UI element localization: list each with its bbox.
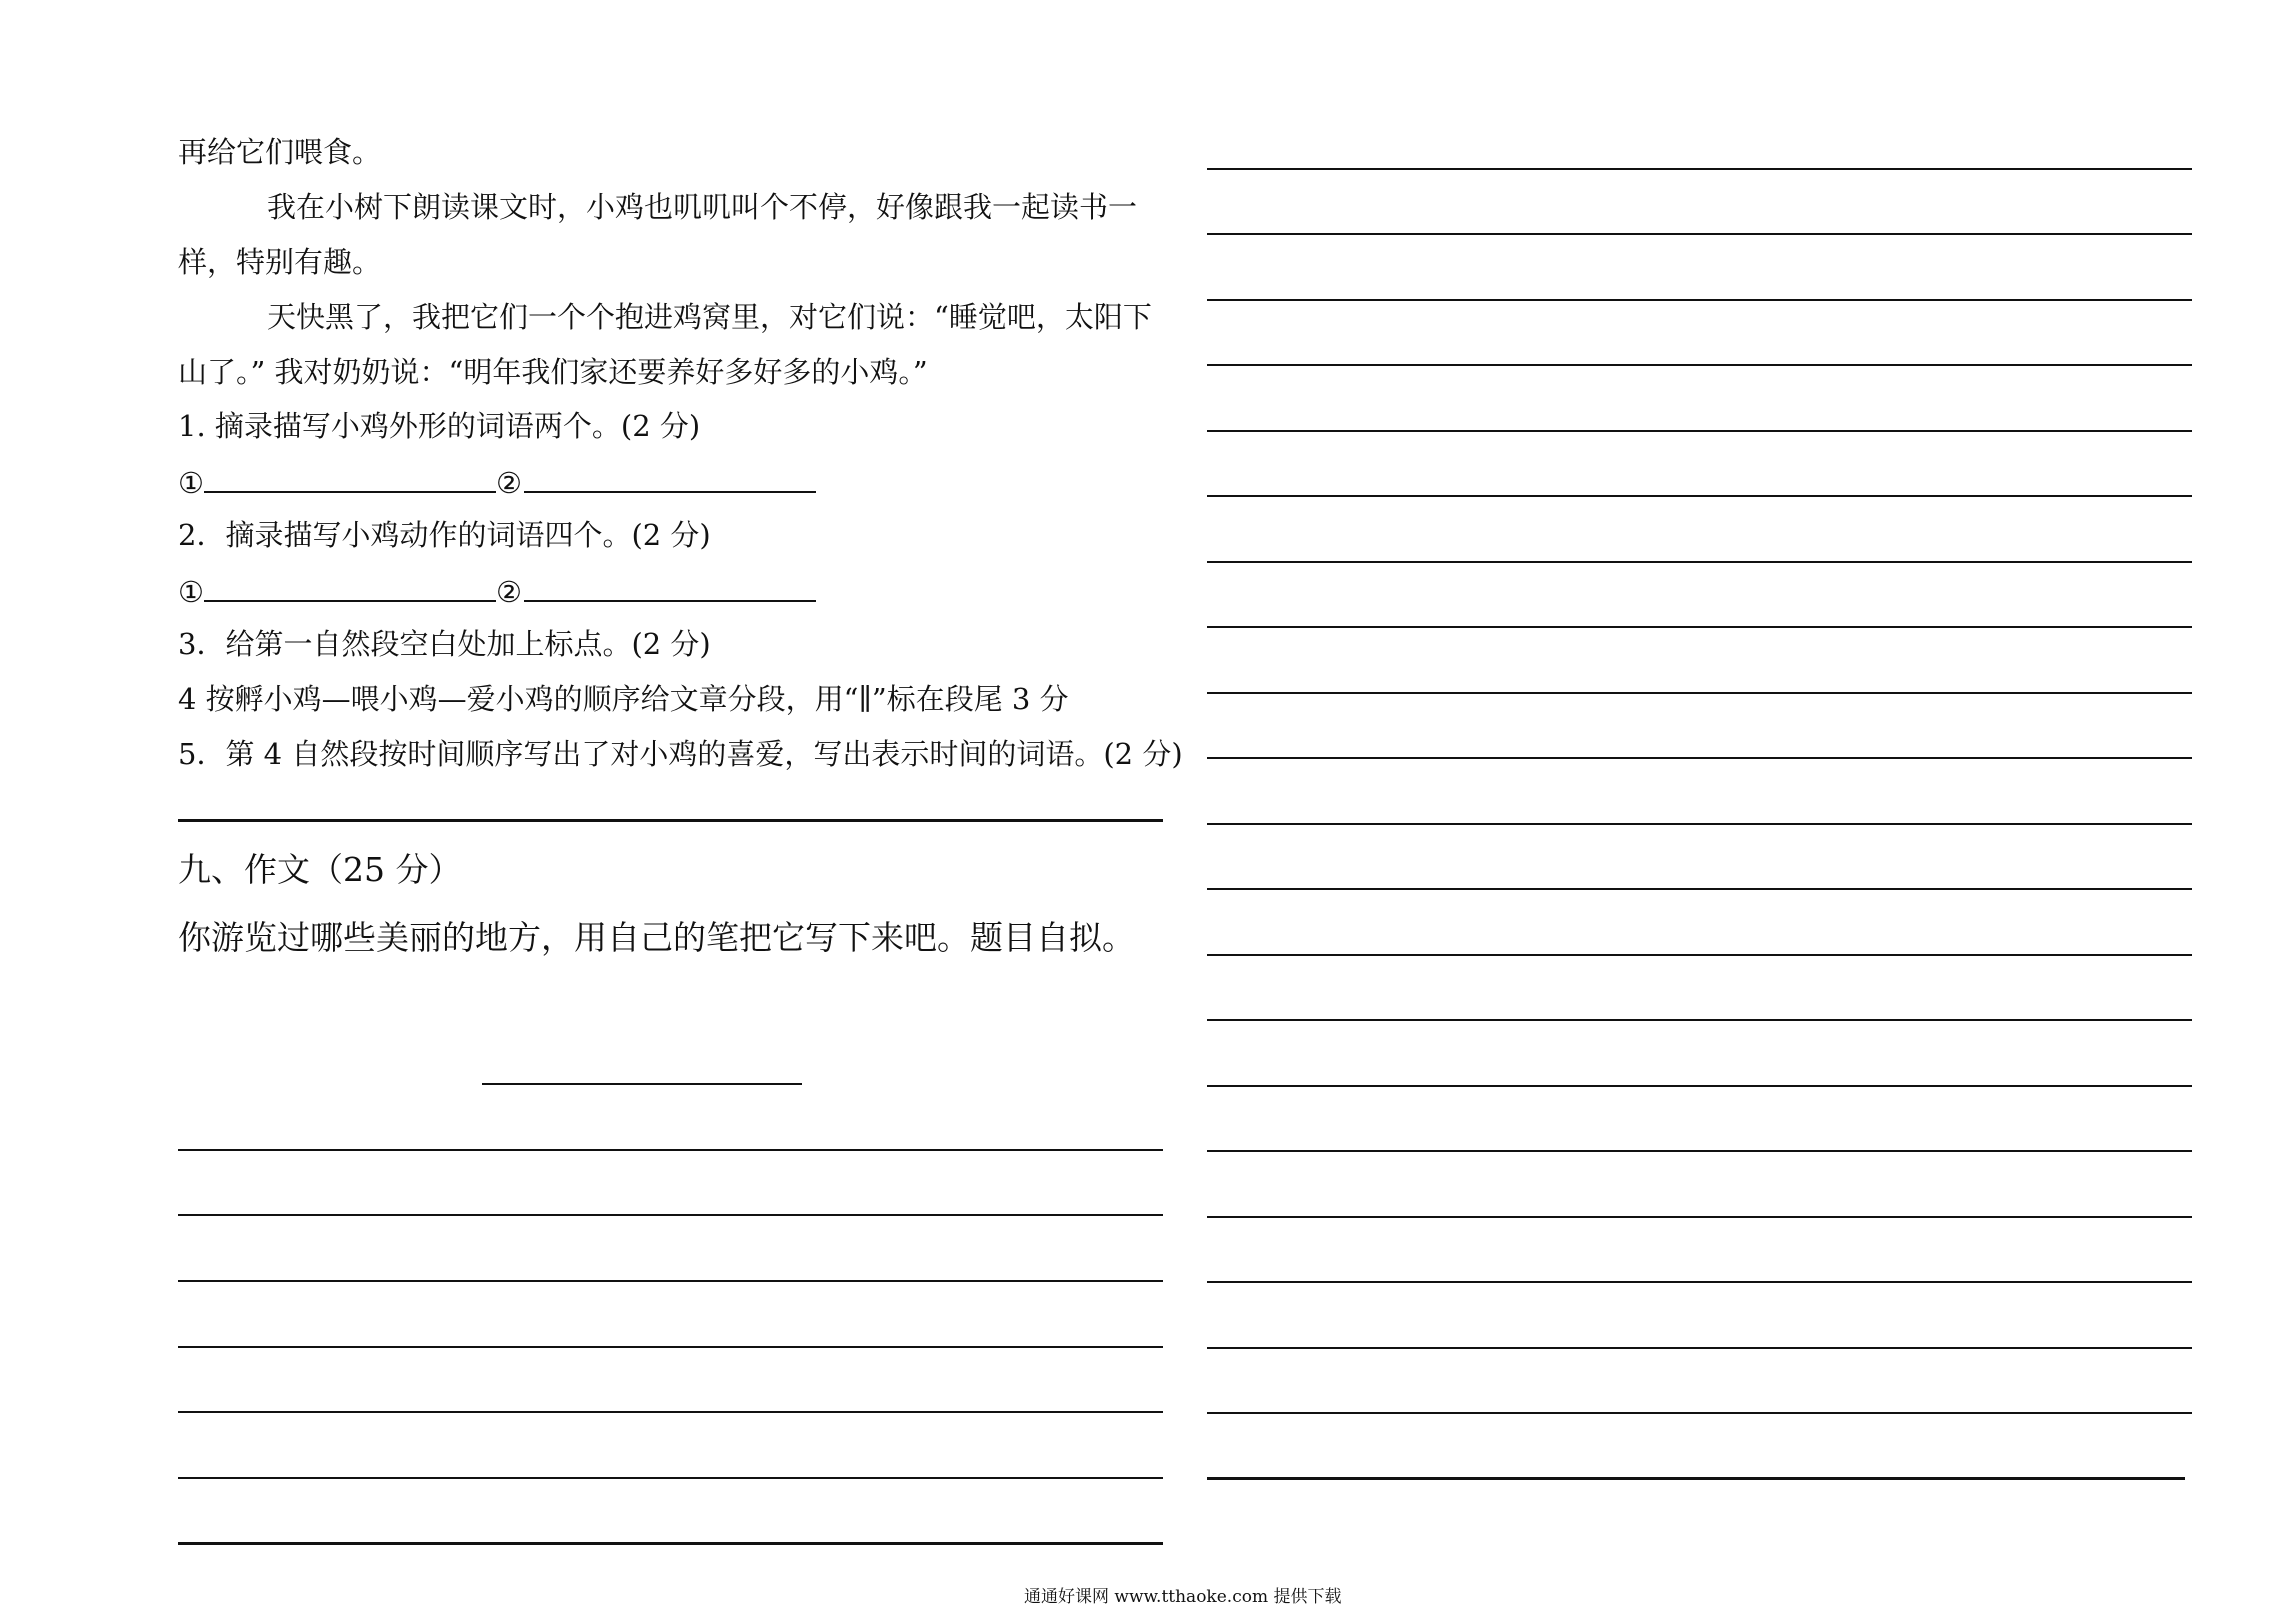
writing-line-right[interactable] bbox=[1207, 1150, 2192, 1152]
answer-line-q5[interactable] bbox=[178, 819, 1163, 822]
writing-line-right[interactable] bbox=[1207, 233, 2192, 235]
writing-line-right[interactable] bbox=[1207, 757, 2192, 759]
composition-prompt: 你游览过哪些美丽的地方，用自己的笔把它写下来吧。题目自拟。 bbox=[178, 918, 1135, 957]
answer-blank-1a[interactable] bbox=[204, 461, 496, 493]
writing-line-right[interactable] bbox=[1207, 626, 2192, 628]
writing-line-right[interactable] bbox=[1207, 1477, 2185, 1480]
writing-line-left[interactable] bbox=[178, 1477, 1163, 1479]
circle-one-marker: ① bbox=[178, 575, 204, 609]
circle-one-marker: ① bbox=[178, 466, 204, 500]
writing-line-right[interactable] bbox=[1207, 364, 2192, 366]
answer-blank-2b[interactable] bbox=[524, 570, 816, 602]
answer-row-1 bbox=[178, 461, 816, 503]
writing-line-right[interactable] bbox=[1207, 954, 2192, 956]
writing-line-left[interactable] bbox=[178, 1149, 1163, 1151]
footer-text: 通通好课网 www.tthaoke.com 提供下载 bbox=[1024, 1587, 1342, 1607]
question-1: 1. 摘录描写小鸡外形的词语两个。(2 分) bbox=[178, 409, 701, 443]
writing-line-left[interactable] bbox=[178, 1346, 1163, 1348]
answer-row-2 bbox=[178, 570, 816, 612]
passage-line-2: 我在小树下朗读课文时，小鸡也叽叽叫个不停，好像跟我一起读书一 bbox=[267, 190, 1138, 224]
writing-line-right[interactable] bbox=[1207, 888, 2192, 890]
passage-line-5: 山了。” 我对奶奶说：“明年我们家还要养好多好多的小鸡。” bbox=[178, 355, 928, 389]
writing-line-right[interactable] bbox=[1207, 1347, 2192, 1349]
writing-line-right[interactable] bbox=[1207, 1281, 2192, 1283]
writing-line-left[interactable] bbox=[178, 1280, 1163, 1282]
writing-line-right[interactable] bbox=[1207, 1412, 2192, 1414]
writing-line-right[interactable] bbox=[1207, 299, 2192, 301]
question-2: 2．摘录描写小鸡动作的词语四个。(2 分) bbox=[178, 518, 711, 552]
circle-two-marker: ② bbox=[496, 466, 522, 500]
writing-line-right[interactable] bbox=[1207, 495, 2192, 497]
answer-blank-1b[interactable] bbox=[524, 461, 816, 493]
writing-line-right[interactable] bbox=[1207, 1216, 2192, 1218]
writing-line-left[interactable] bbox=[178, 1542, 1163, 1545]
writing-line-right[interactable] bbox=[1207, 823, 2192, 825]
writing-line-right[interactable] bbox=[1207, 168, 2192, 170]
writing-line-right[interactable] bbox=[1207, 1085, 2192, 1087]
writing-line-left[interactable] bbox=[178, 1411, 1163, 1413]
passage-line-3: 样，特别有趣。 bbox=[178, 245, 382, 279]
writing-line-right[interactable] bbox=[1207, 430, 2192, 432]
circle-two-marker: ② bbox=[496, 575, 522, 609]
writing-line-right[interactable] bbox=[1207, 1019, 2192, 1021]
answer-blank-2a[interactable] bbox=[204, 570, 496, 602]
passage-line-1: 再给它们喂食。 bbox=[178, 135, 382, 169]
composition-title-line[interactable] bbox=[482, 1083, 802, 1085]
writing-line-right[interactable] bbox=[1207, 561, 2192, 563]
question-3: 3．给第一自然段空白处加上标点。(2 分) bbox=[178, 627, 711, 661]
question-4: 4 按孵小鸡—喂小鸡—爱小鸡的顺序给文章分段，用“∥”标在段尾 3 分 bbox=[178, 682, 1069, 716]
writing-line-left[interactable] bbox=[178, 1214, 1163, 1216]
passage-line-4: 天快黑了，我把它们一个个抱进鸡窝里，对它们说：“睡觉吧，太阳下 bbox=[267, 300, 1152, 334]
composition-heading: 九、作文（25 分） bbox=[178, 850, 462, 889]
writing-line-right[interactable] bbox=[1207, 692, 2192, 694]
question-5: 5．第 4 自然段按时间顺序写出了对小鸡的喜爱，写出表示时间的词语。(2 分) bbox=[178, 737, 1183, 771]
